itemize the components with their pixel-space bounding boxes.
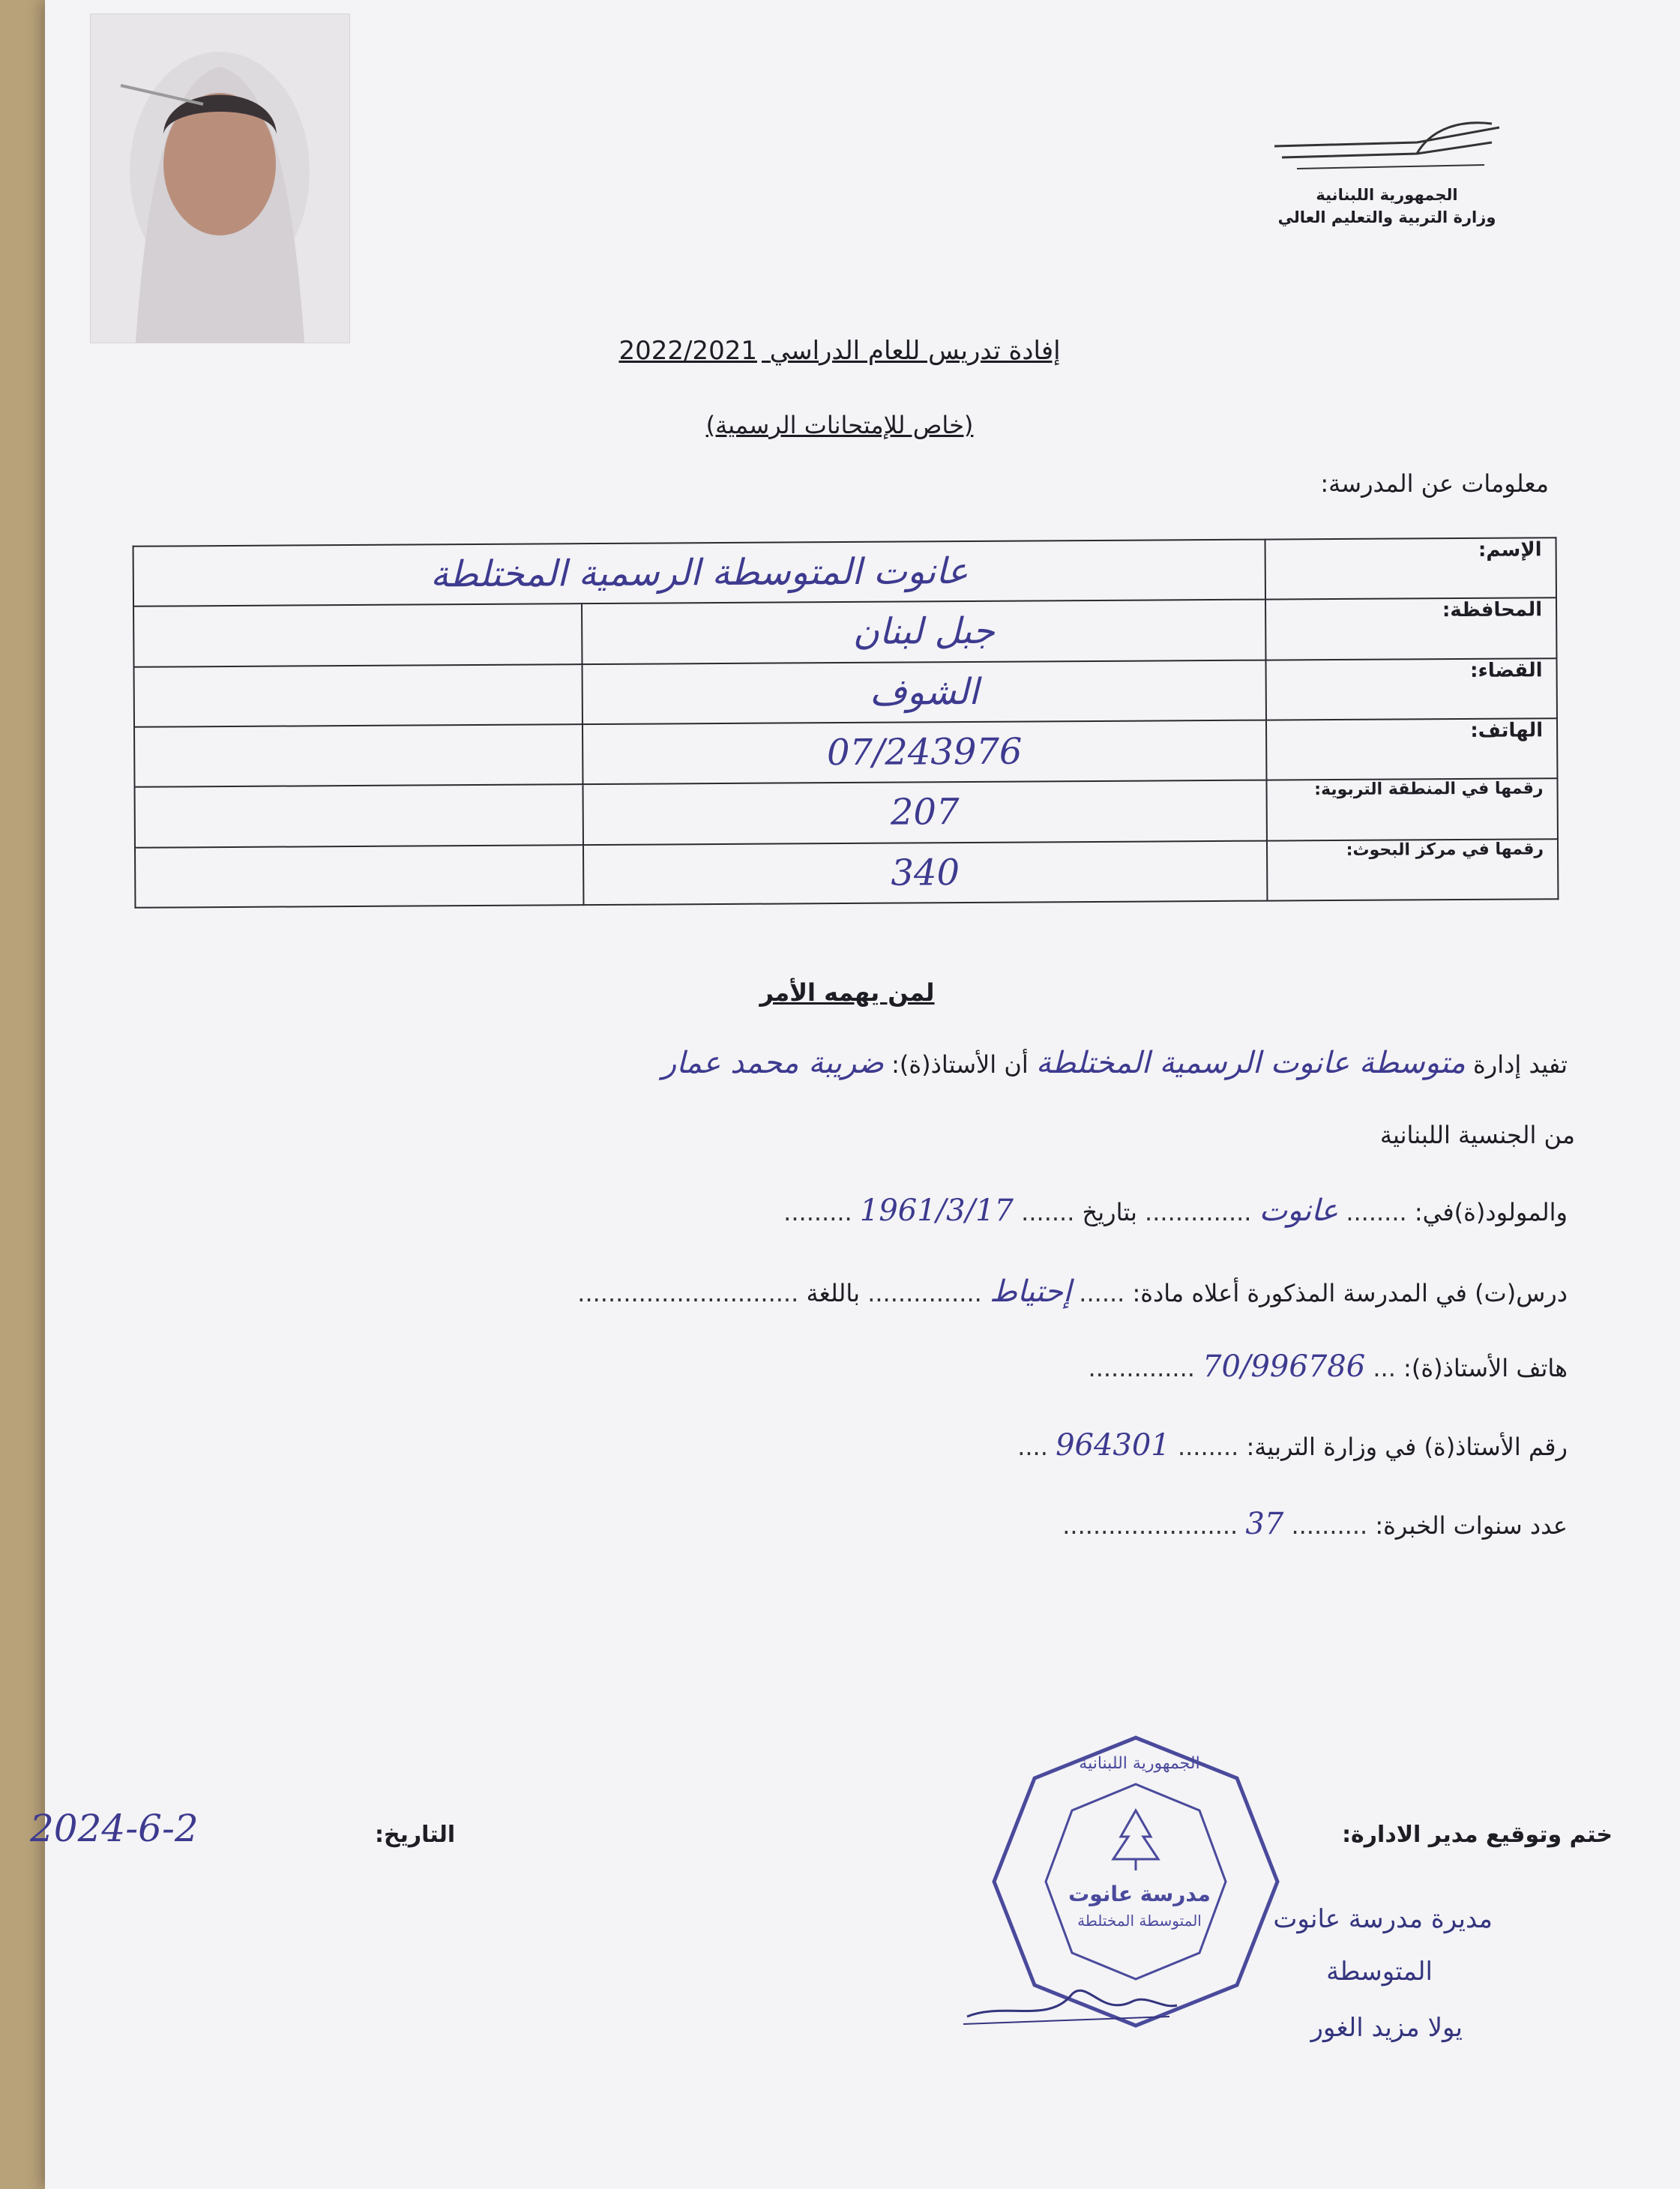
line-text: أن الأستاذ(ة): (891, 1050, 1029, 1079)
letter-line-6 (1017, 1428, 1568, 1463)
letter-line-3 (783, 1193, 1568, 1228)
table-row (133, 598, 1556, 667)
handwritten-date: 2024-6-2 (30, 1807, 199, 1850)
dotted-fill: ...... (1079, 1279, 1125, 1307)
letter-line-5 (1089, 1349, 1568, 1384)
applicant-photo (90, 13, 350, 343)
dotted-fill: .......... (1291, 1511, 1368, 1540)
label-region-number: رقمها في المنطقة التربوية: (1266, 779, 1557, 841)
director-line-2: المتوسطة (1326, 1957, 1433, 1987)
dotted-fill: ........ (1177, 1433, 1239, 1461)
handwritten-teacher-phone: 70/996786 (1202, 1349, 1366, 1384)
line-text: والمولود(ة)في: (1414, 1198, 1568, 1226)
line-text: بتاريخ (1082, 1198, 1137, 1226)
handwritten-subject: إحتياط (989, 1274, 1072, 1309)
school-info-table (133, 537, 1559, 909)
ministry-logo (1267, 112, 1514, 157)
line-text: هاتف الأستاذ(ة): (1403, 1354, 1568, 1382)
handwritten-birthdate: 1961/3/17 (859, 1193, 1014, 1228)
line-text: عدد سنوات الخبرة: (1375, 1511, 1568, 1540)
stamp-center-line-1: مدرسة عانوت (1068, 1882, 1211, 1906)
handwritten-ministry-number: 964301 (1056, 1428, 1170, 1463)
value-region-number: 207 (582, 780, 1266, 845)
letter-line-2: من الجنسية اللبنانية (1379, 1121, 1575, 1149)
dotted-fill: ............... (867, 1279, 982, 1307)
director-signature (960, 1972, 1184, 2035)
stamp-ring-text: الجمهورية اللبنانية (1079, 1754, 1200, 1773)
table-row (135, 779, 1558, 848)
dotted-fill: ............................. (577, 1279, 799, 1307)
table-row (134, 658, 1557, 727)
title-text: إفادة تدريس للعام الدراسي (769, 336, 1061, 366)
handwritten-school: متوسطة عانوت الرسمية المختلطة (1035, 1046, 1466, 1080)
dotted-fill: ....... (1021, 1198, 1075, 1226)
label-phone: الهاتف: (1266, 718, 1557, 780)
handwritten-experience-years: 37 (1245, 1507, 1284, 1541)
line-text: رقم الأستاذ(ة) في وزارة التربية: (1246, 1433, 1568, 1461)
director-line-1: مديرة مدرسة عانوت (1273, 1904, 1493, 1934)
stamp-signature-label: ختم وتوقيع مدير الادارة: (1342, 1822, 1613, 1848)
republic-name: الجمهورية اللبنانية (1316, 186, 1458, 204)
value-district: الشوف (582, 660, 1266, 724)
value-phone: 07/243976 (582, 720, 1266, 785)
line-text: تفيد إدارة (1473, 1050, 1568, 1079)
dotted-fill: .............. (1088, 1354, 1195, 1382)
stamp-center-line-2: المتوسطة المختلطة (1077, 1912, 1202, 1930)
director-line-3: يولا مزيد الغور (1310, 2013, 1463, 2043)
empty-cell (134, 724, 582, 787)
date-label: التاريخ: (375, 1822, 456, 1848)
dotted-fill: .... (1017, 1433, 1048, 1461)
empty-cell (134, 664, 582, 727)
empty-cell (135, 784, 583, 847)
table-row (134, 718, 1557, 787)
cedar-icon (1113, 1810, 1158, 1859)
dotted-fill: ........ (1346, 1198, 1407, 1226)
value-research-number: 340 (583, 840, 1267, 905)
document-title (585, 336, 1095, 366)
dotted-fill: ......... (783, 1198, 852, 1226)
to-whom-heading: لمن يهمه الأمر (759, 978, 935, 1007)
label-district: القضاء: (1265, 658, 1556, 720)
table-row (133, 538, 1556, 606)
dotted-fill: ....................... (1062, 1511, 1238, 1540)
value-name: عانوت المتوسطة الرسمية المختلطة (133, 540, 1265, 607)
dotted-fill: .............. (1145, 1198, 1252, 1226)
handwritten-teacher-name: ضريبة محمد عمار (661, 1046, 884, 1080)
title-year: 2022/2021 (618, 336, 757, 366)
label-research-number: رقمها في مركز البحوث: (1267, 839, 1558, 901)
dotted-fill: ... (1373, 1354, 1396, 1382)
line-text: باللغة (806, 1279, 861, 1307)
label-governorate: المحافظة: (1265, 598, 1556, 660)
document-subtitle: (خاص للإمتحانات الرسمية) (705, 411, 974, 439)
line-text: درس(ت) في المدرسة المذكورة أعلاه مادة: (1132, 1279, 1568, 1307)
ministry-name: وزارة التربية والتعليم العالي (1277, 208, 1496, 226)
letter-line-4 (577, 1274, 1568, 1309)
letter-line-1 (662, 1046, 1568, 1080)
table-row (135, 839, 1558, 908)
school-info-heading: معلومات عن المدرسة: (1320, 469, 1549, 498)
letter-line-7 (1062, 1507, 1568, 1541)
handwritten-birthplace: عانوت (1259, 1193, 1339, 1228)
value-governorate: جبل لبنان (582, 600, 1265, 664)
empty-cell (135, 845, 583, 908)
empty-cell (133, 603, 582, 666)
label-name: الإسم: (1265, 538, 1556, 600)
